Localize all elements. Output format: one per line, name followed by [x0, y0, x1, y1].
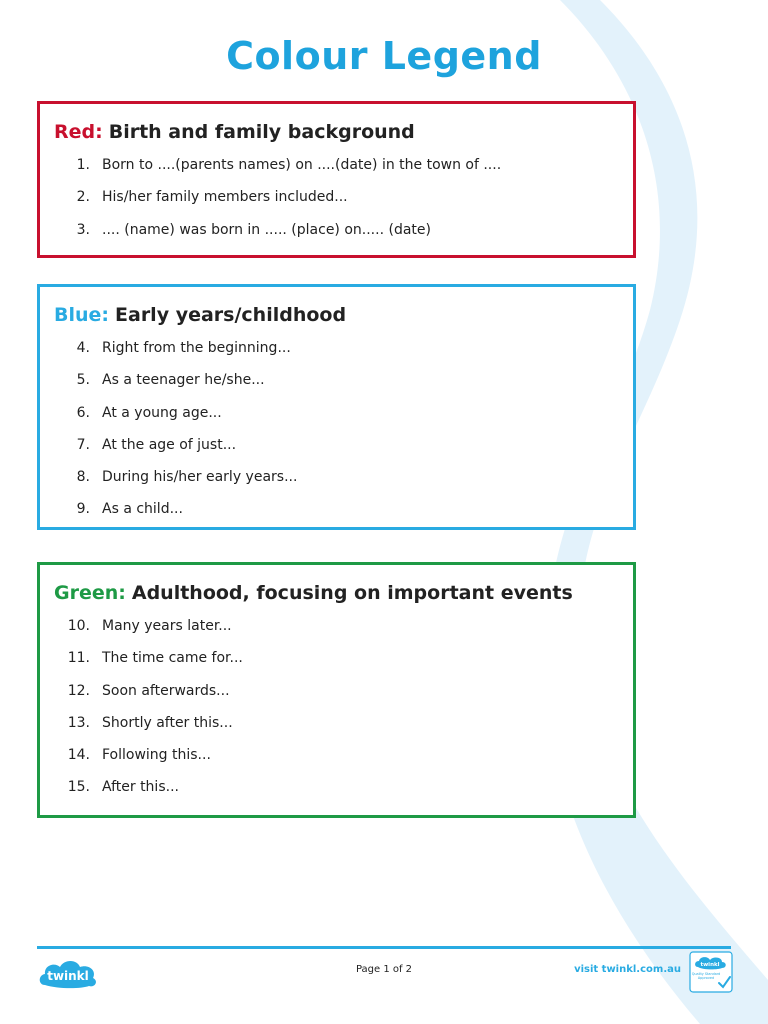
section-green [37, 562, 636, 818]
item-number: 11. [67, 650, 90, 667]
item-list [54, 155, 619, 252]
item-text: Many years later... [102, 618, 232, 634]
item-number: 2. [76, 189, 90, 206]
item-text: During his/her early years... [102, 469, 298, 486]
item-list [54, 338, 619, 532]
list-item [54, 403, 619, 435]
page-title: Colour Legend [226, 34, 542, 78]
footer-divider [37, 946, 731, 949]
item-number: 8. [76, 469, 90, 486]
list-item [54, 745, 619, 777]
section-heading [54, 581, 619, 605]
item-number: 13. [67, 714, 90, 731]
item-number: 6. [76, 404, 90, 421]
item-text: Shortly after this... [102, 714, 233, 731]
item-text: His/her family members included... [102, 189, 348, 206]
list-item [54, 155, 619, 187]
heading-text: Birth and family background [108, 121, 415, 143]
item-text: As a child... [102, 501, 183, 518]
logo-text: twinkl [47, 969, 89, 983]
badge-caption: Quality Standard Approved [691, 972, 721, 981]
list-item [54, 681, 619, 713]
badge-caption-wrap [691, 972, 721, 988]
list-item [54, 187, 619, 219]
quality-standard-badge-icon [689, 951, 733, 993]
list-item [54, 220, 619, 252]
item-text: Following this... [102, 747, 211, 764]
item-number: 12. [67, 682, 90, 699]
colour-label: Green: [54, 582, 126, 604]
heading-text: Adulthood, focusing on important events [131, 582, 573, 604]
list-item [54, 467, 619, 499]
item-text: .... (name) was born in ..... (place) on..... (date) [102, 221, 431, 238]
list-item [54, 499, 619, 531]
item-number: 15. [67, 779, 90, 796]
website-link[interactable]: visit twinkl.com.au [574, 964, 681, 975]
item-number: 3. [76, 221, 90, 238]
item-text: At the age of just... [102, 436, 237, 453]
list-item [54, 435, 619, 467]
item-number: 9. [76, 501, 90, 518]
list-item [54, 777, 619, 809]
list-item [54, 616, 619, 648]
page-number: Page 1 of 2 [355, 964, 413, 975]
item-text: Right from the beginning... [102, 340, 291, 356]
item-number: 7. [76, 436, 90, 453]
item-number: 10. [67, 618, 90, 634]
section-blue [37, 284, 636, 530]
section-red [37, 101, 636, 258]
item-number: 4. [76, 340, 90, 356]
list-item [54, 370, 619, 402]
list-item [54, 338, 619, 370]
badge-brand-text: twinkl [700, 962, 720, 968]
item-number: 5. [76, 372, 90, 389]
colour-label: Blue: [54, 304, 110, 326]
heading-text: Early years/childhood [115, 304, 347, 326]
list-item [54, 648, 619, 680]
item-number: 1. [76, 157, 90, 173]
item-text: Born to ....(parents names) on ....(date) in the town of .... [102, 157, 502, 173]
section-heading [54, 120, 619, 144]
section-heading [54, 303, 619, 327]
item-number: 14. [67, 747, 90, 764]
item-text: Soon afterwards... [102, 682, 230, 699]
list-item [54, 713, 619, 745]
colour-label: Red: [54, 121, 103, 143]
item-list [54, 616, 619, 810]
item-text: As a teenager he/she... [102, 372, 265, 389]
item-text: At a young age... [102, 404, 222, 421]
item-text: After this... [102, 779, 179, 796]
item-text: The time came for... [102, 650, 243, 667]
